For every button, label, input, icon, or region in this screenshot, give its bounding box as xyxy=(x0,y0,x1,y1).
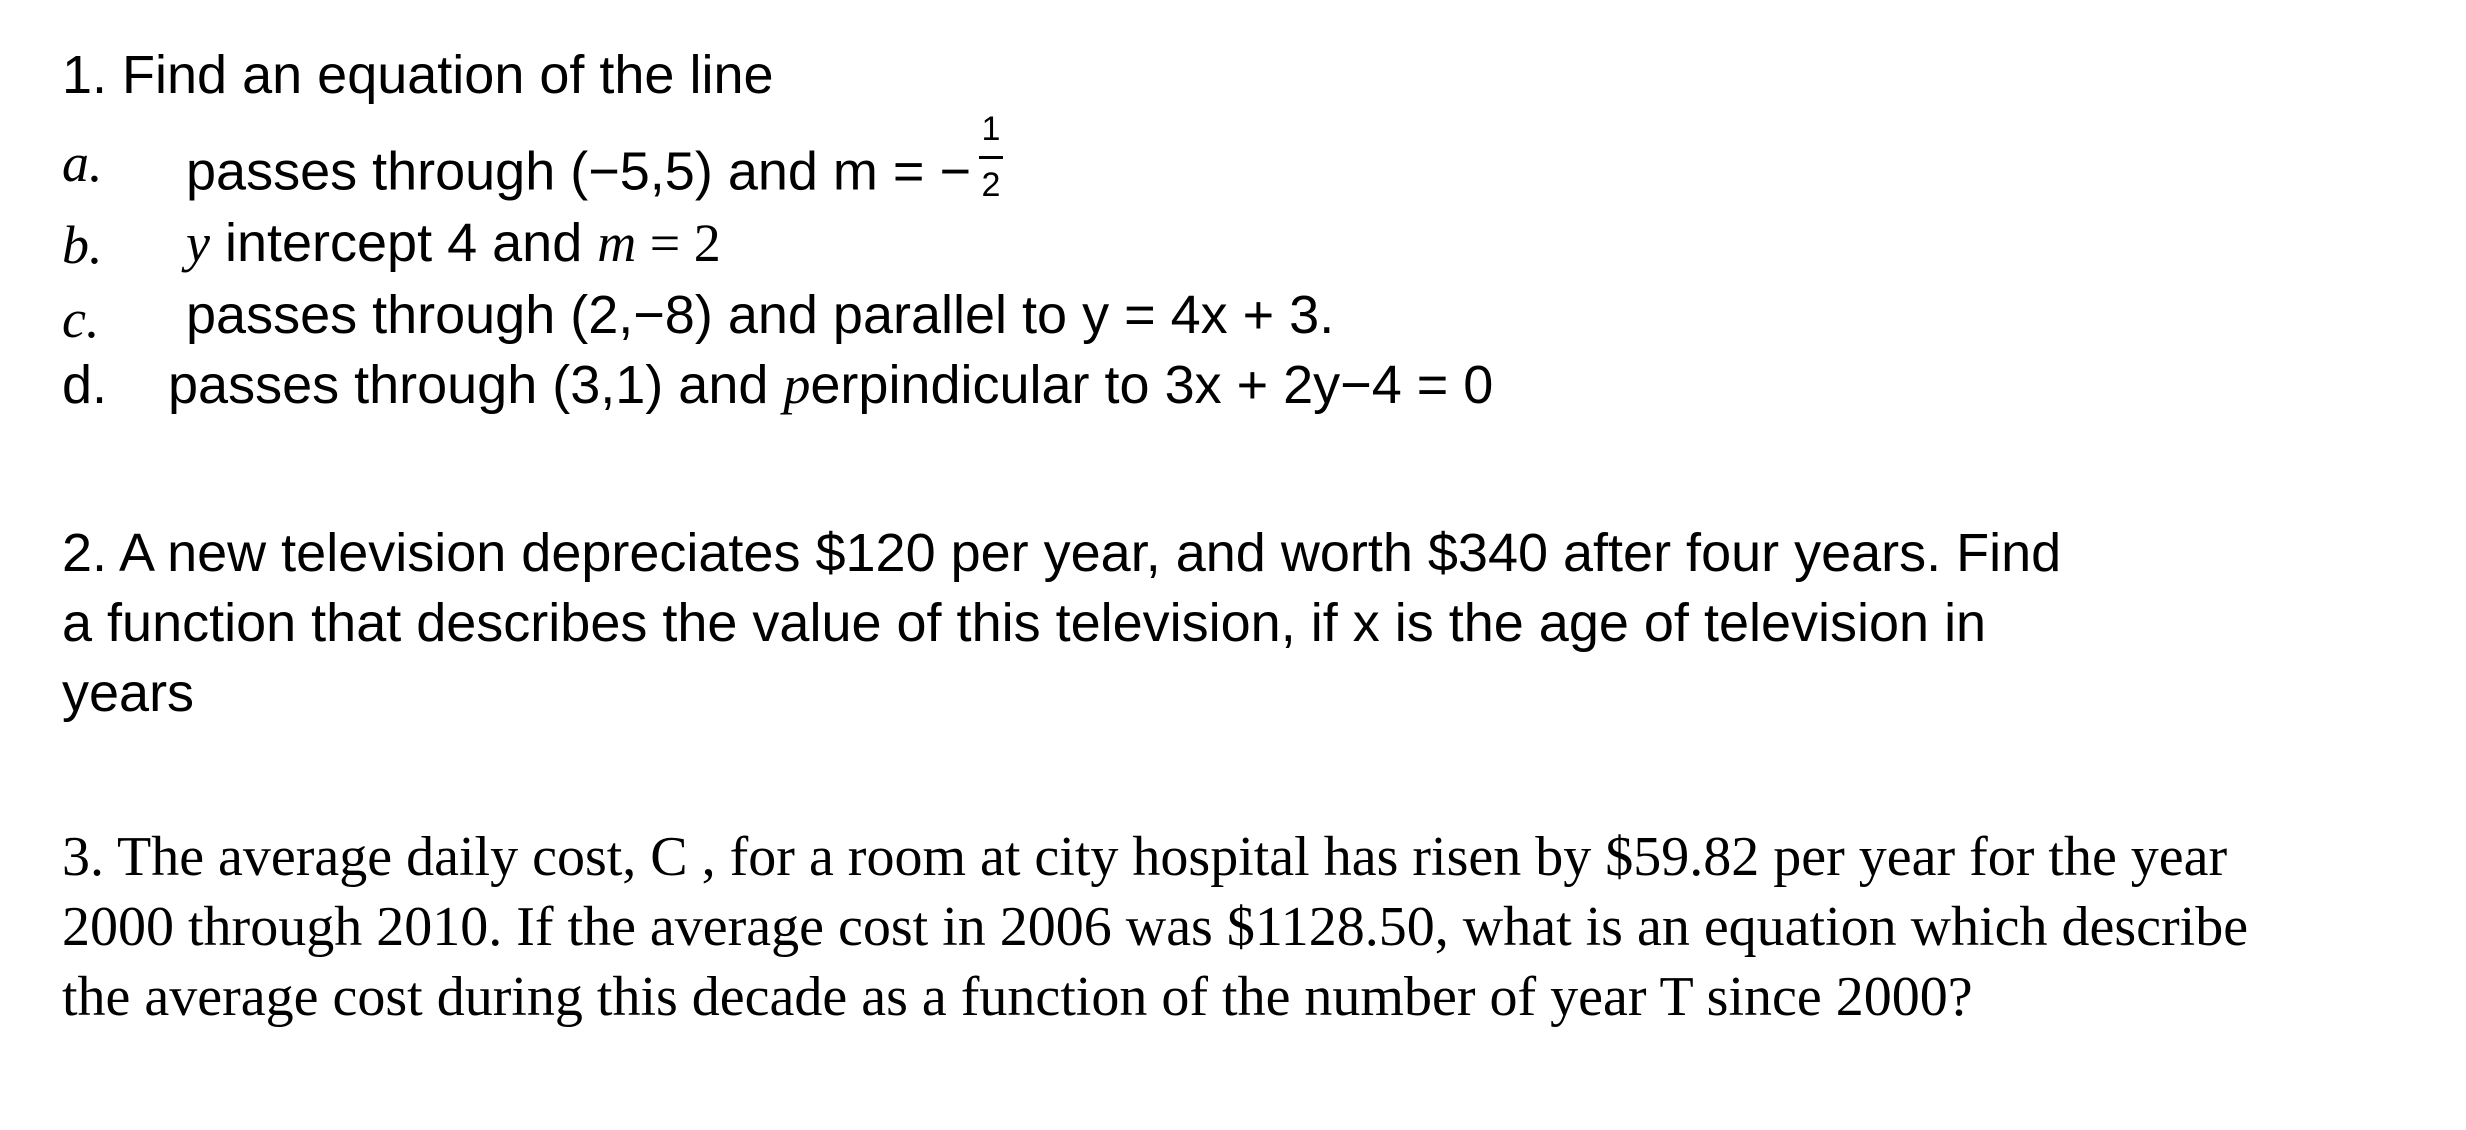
fraction-numerator: 1 xyxy=(981,110,1001,148)
item-label-d: d. xyxy=(62,355,108,415)
fraction-bar xyxy=(979,156,1003,159)
item-b-text-mid: intercept 4 and xyxy=(209,213,598,273)
item-b-var-y: y xyxy=(186,213,210,273)
q2-line-1: 2. A new television depreciates $120 per year, and worth $340 after four years. Find xyxy=(62,523,2062,583)
item-b-var-m: m xyxy=(597,213,637,273)
item-d-text-end: erpindicular to 3x + 2y−4 = 0 xyxy=(810,355,1494,415)
item-b-text-end: = 2 xyxy=(636,213,721,273)
item-d-var-p: p xyxy=(783,355,811,415)
item-b-text-wrap xyxy=(186,213,721,273)
item-d-text-start: passes through (3,1) and xyxy=(168,355,784,415)
item-label-c: c. xyxy=(62,289,100,349)
fraction-denominator: 2 xyxy=(981,166,1001,204)
item-a-text: passes through (−5,5) and m = − xyxy=(186,141,971,202)
q1-heading: 1. Find an equation of the line xyxy=(62,45,774,105)
q2-line-2: a function that describes the value of this television, if x is the age of television in xyxy=(62,593,1987,653)
q2-paragraph xyxy=(62,518,2061,728)
item-label-a: a. xyxy=(62,133,103,193)
q3-line-2: 2000 through 2010. If the average cost in 2006 was $1128.50, what is an equation which describe xyxy=(62,896,2249,958)
q3-line-3: the average cost during this decade as a function of the number of year T since 2000? xyxy=(62,966,1973,1028)
item-c-text: passes through (2,−8) and parallel to y = 4x + 3. xyxy=(186,285,1335,345)
q3-paragraph xyxy=(62,822,2248,1032)
q2-line-3: years xyxy=(62,663,195,723)
item-a-text-wrap xyxy=(186,110,1003,220)
q3-line-1: 3. The average daily cost, C , for a room at city hospital has risen by $59.82 per year for the year xyxy=(62,826,2228,888)
item-label-b: b. xyxy=(62,215,103,275)
fraction-one-half xyxy=(979,112,1003,202)
item-d-text-wrap xyxy=(168,355,1494,415)
